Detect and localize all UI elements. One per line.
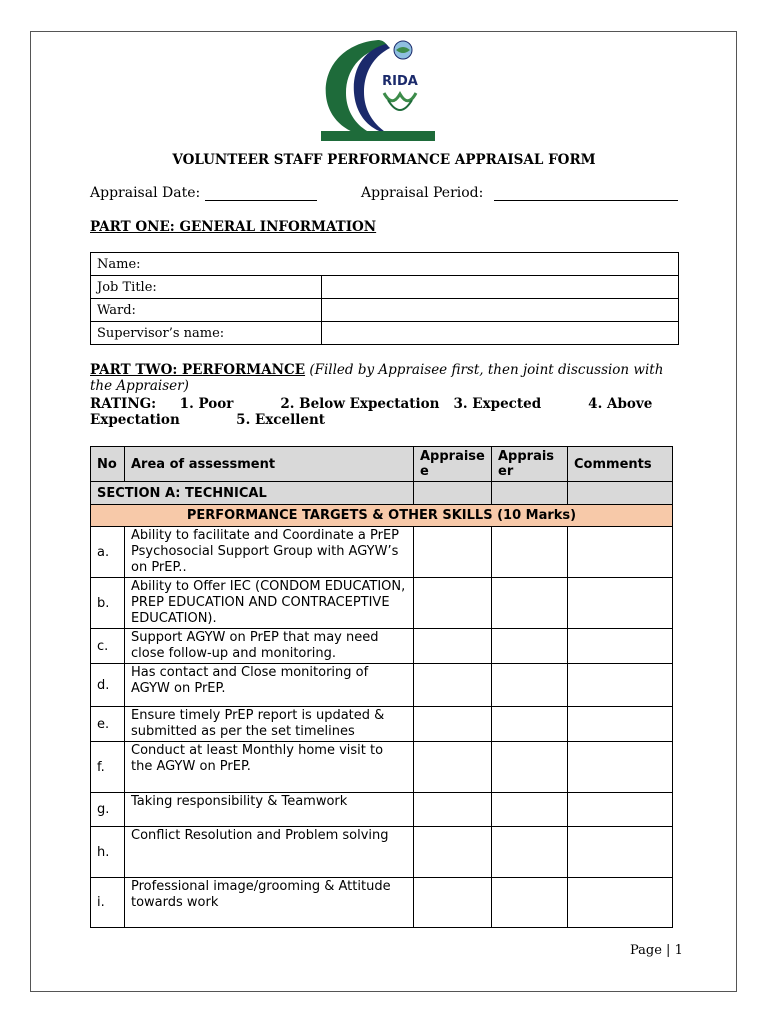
rating-label: RATING: [90, 396, 157, 412]
job-title-label: Job Title: [91, 276, 322, 299]
row-appraisee-cell[interactable] [414, 527, 492, 578]
targets-row [91, 505, 673, 527]
row-appraiser-cell[interactable] [492, 878, 568, 928]
row-appraisee-cell[interactable] [414, 578, 492, 629]
row-appraisee-cell[interactable] [414, 707, 492, 742]
row-comments-cell[interactable] [568, 629, 673, 664]
form-title: VOLUNTEER STAFF PERFORMANCE APPRAISAL FORM [172, 152, 596, 168]
col-no: No [91, 447, 125, 482]
row-comments-cell[interactable] [568, 742, 673, 793]
supervisor-label: Supervisor’s name: [91, 322, 322, 345]
row-comments-cell[interactable] [568, 527, 673, 578]
appraisal-date-label: Appraisal Date: [90, 185, 201, 201]
section-row [91, 482, 673, 505]
row-comments-cell[interactable] [568, 664, 673, 707]
table-row [91, 664, 673, 707]
row-appraisee-cell[interactable] [414, 629, 492, 664]
col-area: Area of assessment [125, 447, 414, 482]
supervisor-field[interactable] [322, 322, 679, 345]
row-assessment-text: Taking responsibility & Teamwork [125, 793, 414, 827]
table-row [91, 276, 679, 299]
row-assessment-text: Conduct at least Monthly home visit to the AGYW on PrEP. [125, 742, 414, 793]
job-title-field[interactable] [322, 276, 679, 299]
assessment-rows [91, 527, 673, 928]
row-number: e. [91, 707, 125, 742]
ward-field[interactable] [322, 299, 679, 322]
rating-5: 5. Excellent [236, 412, 326, 428]
general-info-table [90, 252, 679, 345]
name-label[interactable]: Name: [91, 253, 679, 276]
row-assessment-text: Ensure timely PrEP report is updated & submitted as per the set timelines [125, 707, 414, 742]
table-row [91, 827, 673, 878]
row-assessment-text: Ability to facilitate and Coordinate a PrEP Psychosocial Support Group with AGYW’s on PrEP.. [125, 527, 414, 578]
ward-label: Ward: [91, 299, 322, 322]
part-two-note: (Filled by Appraisee first, then joint discussion with the Appraiser) [90, 362, 664, 394]
appraisal-date-row [90, 185, 317, 201]
targets-heading: PERFORMANCE TARGETS & OTHER SKILLS (10 Marks) [91, 505, 673, 527]
row-comments-cell[interactable] [568, 827, 673, 878]
row-appraiser-cell[interactable] [492, 793, 568, 827]
row-number: a. [91, 527, 125, 578]
table-row [91, 253, 679, 276]
row-appraisee-cell[interactable] [414, 793, 492, 827]
table-row [91, 707, 673, 742]
rating-4: 4. Above Expectation [90, 396, 653, 428]
row-number: g. [91, 793, 125, 827]
table-row [91, 793, 673, 827]
row-comments-cell[interactable] [568, 793, 673, 827]
section-a-appraiser [492, 482, 568, 505]
col-comments: Comments [568, 447, 673, 482]
part-one-heading: PART ONE: GENERAL INFORMATION [90, 219, 377, 235]
row-appraiser-cell[interactable] [492, 578, 568, 629]
row-number: b. [91, 578, 125, 629]
rating-scale [90, 396, 680, 428]
table-header-row [91, 447, 673, 482]
appraisal-date-field[interactable] [205, 186, 317, 201]
rating-3: 3. Expected [453, 396, 542, 412]
row-assessment-text: Support AGYW on PrEP that may need close follow-up and monitoring. [125, 629, 414, 664]
section-a-appraisee [414, 482, 492, 505]
row-assessment-text: Ability to Offer IEC (CONDOM EDUCATION, PREP EDUCATION AND CONTRACEPTIVE EDUCATION). [125, 578, 414, 629]
logo-text: RIDA [382, 74, 418, 89]
part-two-heading: PART TWO: PERFORMANCE [90, 362, 306, 378]
row-number: h. [91, 827, 125, 878]
row-appraisee-cell[interactable] [414, 827, 492, 878]
performance-table [90, 446, 673, 928]
row-assessment-text: Has contact and Close monitoring of AGYW on PrEP. [125, 664, 414, 707]
row-number: d. [91, 664, 125, 707]
row-appraiser-cell[interactable] [492, 629, 568, 664]
part-two-intro [90, 362, 680, 394]
section-a-comments [568, 482, 673, 505]
row-appraiser-cell[interactable] [492, 742, 568, 793]
row-comments-cell[interactable] [568, 878, 673, 928]
row-comments-cell[interactable] [568, 578, 673, 629]
table-row [91, 578, 673, 629]
row-appraiser-cell[interactable] [492, 527, 568, 578]
row-appraiser-cell[interactable] [492, 664, 568, 707]
row-number: i. [91, 878, 125, 928]
row-number: f. [91, 742, 125, 793]
appraisal-period-field[interactable] [494, 186, 678, 201]
table-row [91, 299, 679, 322]
row-appraisee-cell[interactable] [414, 664, 492, 707]
row-appraiser-cell[interactable] [492, 827, 568, 878]
col-appraisee: Appraisee [414, 447, 492, 482]
appraisal-period-label: Appraisal Period: [361, 185, 484, 201]
row-appraisee-cell[interactable] [414, 742, 492, 793]
row-number: c. [91, 629, 125, 664]
rating-2: 2. Below Expectation [280, 396, 440, 412]
page-number: Page | 1 [630, 943, 683, 958]
rida-logo [318, 38, 438, 143]
row-assessment-text: Professional image/grooming & Attitude towards work [125, 878, 414, 928]
table-row [91, 322, 679, 345]
row-appraisee-cell[interactable] [414, 878, 492, 928]
section-a-label: SECTION A: TECHNICAL [91, 482, 414, 505]
table-row [91, 742, 673, 793]
table-row [91, 527, 673, 578]
appraisal-period-row [361, 185, 678, 201]
col-appraiser: Appraiser [492, 447, 568, 482]
rating-1: 1. Poor [179, 396, 234, 412]
table-row [91, 629, 673, 664]
row-assessment-text: Conflict Resolution and Problem solving [125, 827, 414, 878]
row-appraiser-cell[interactable] [492, 707, 568, 742]
row-comments-cell[interactable] [568, 707, 673, 742]
table-row [91, 878, 673, 928]
